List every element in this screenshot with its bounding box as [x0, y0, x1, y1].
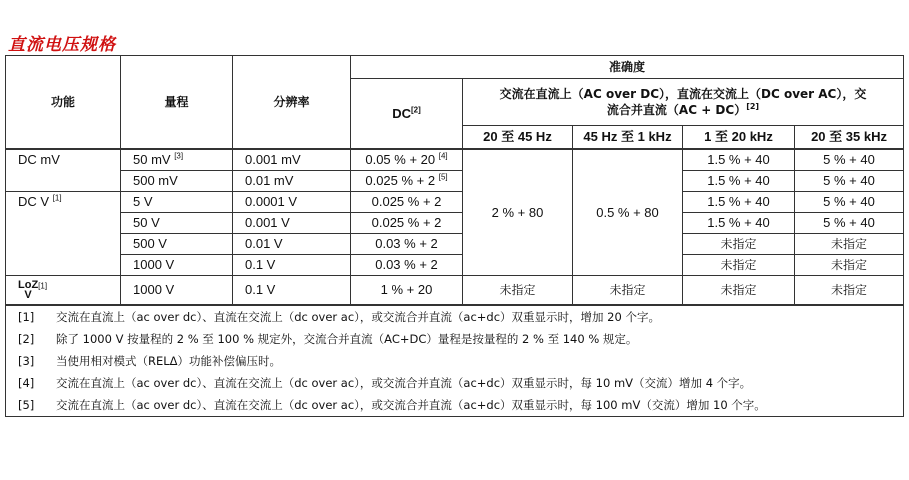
resolution-cell: 0.0001 V: [233, 192, 351, 213]
table-row: [6, 192, 904, 213]
band-4-cell: 5 % + 40: [795, 171, 904, 192]
header-band-3: 1 至 20 kHz: [683, 126, 795, 150]
function-dc-v: DC V [1]: [6, 192, 121, 276]
band-3-cell: 未指定: [683, 276, 795, 306]
note-row: [6, 350, 904, 372]
table-row: [6, 149, 904, 171]
dc-cell: 0.025 % + 2: [351, 192, 463, 213]
header-dc: DC[2]: [351, 79, 463, 150]
band-3-cell: 1.5 % + 40: [683, 171, 795, 192]
band-3-cell: 1.5 % + 40: [683, 149, 795, 171]
header-ac-group: 交流在直流上（AC over DC），直流在交流上（DC over AC），交 流合并直流（AC + DC）[2]: [463, 79, 904, 126]
dc-cell: 1 % + 20: [351, 276, 463, 306]
band-3-cell: 未指定: [683, 234, 795, 255]
resolution-cell: 0.001 V: [233, 213, 351, 234]
band-3-cell: 1.5 % + 40: [683, 192, 795, 213]
dc-voltage-spec-table: [5, 55, 904, 417]
band-4-cell: 5 % + 40: [795, 149, 904, 171]
function-loz-v: LoZ V[1]: [6, 276, 121, 306]
header-accuracy: 准确度: [351, 56, 904, 79]
note-1: [1] 交流在直流上（ac over dc）、直流在交流上（dc over ac），或交流合并直流（ac+dc）双重显示时，增加 20 个字。: [6, 305, 904, 328]
function-dc-mv: DC mV: [6, 149, 121, 192]
note-row: [6, 394, 904, 417]
resolution-cell: 0.01 V: [233, 234, 351, 255]
header-resolution: 分辨率: [233, 56, 351, 150]
table-row: [6, 213, 904, 234]
range-cell: 1000 V: [121, 255, 233, 276]
note-3: [3] 当使用相对模式（RELΔ）功能补偿偏压时。: [6, 350, 904, 372]
note-2: [2] 除了 1000 V 按量程的 2 % 至 100 % 规定外，交流合并直流（AC+DC）量程是按量程的 2 % 至 140 % 规定。: [6, 328, 904, 350]
band-4-cell: 未指定: [795, 234, 904, 255]
dc-cell: 0.025 % + 2: [351, 213, 463, 234]
note-4: [4] 交流在直流上（ac over dc）、直流在交流上（dc over ac），或交流合并直流（ac+dc）双重显示时，每 10 mV（交流）增加 4 个字。: [6, 372, 904, 394]
band-3-cell: 未指定: [683, 255, 795, 276]
resolution-cell: 0.1 V: [233, 255, 351, 276]
band-3-cell: 1.5 % + 40: [683, 213, 795, 234]
note-row: [6, 305, 904, 328]
resolution-cell: 0.1 V: [233, 276, 351, 306]
band-4-cell: 未指定: [795, 255, 904, 276]
resolution-cell: 0.001 mV: [233, 149, 351, 171]
table-row-loz: [6, 276, 904, 306]
table-row: [6, 255, 904, 276]
header-band-1: 20 至 45 Hz: [463, 126, 573, 150]
merged-band-1: 2 % + 80: [463, 149, 573, 276]
resolution-cell: 0.01 mV: [233, 171, 351, 192]
header-range: 量程: [121, 56, 233, 150]
note-row: [6, 328, 904, 350]
band-1-cell: 未指定: [463, 276, 573, 306]
note-5: [5] 交流在直流上（ac over dc）、直流在交流上（dc over ac），或交流合并直流（ac+dc）双重显示时，每 100 mV（交流）增加 10 个字。: [6, 394, 904, 417]
header-band-2: 45 Hz 至 1 kHz: [573, 126, 683, 150]
band-4-cell: 5 % + 40: [795, 213, 904, 234]
range-cell: 500 mV: [121, 171, 233, 192]
table-row: [6, 234, 904, 255]
range-cell: 500 V: [121, 234, 233, 255]
table-row: [6, 171, 904, 192]
page-title: 直流电压规格: [8, 35, 116, 55]
range-cell: 50 V: [121, 213, 233, 234]
dc-cell: 0.03 % + 2: [351, 234, 463, 255]
header-function: 功能: [6, 56, 121, 150]
note-row: [6, 372, 904, 394]
merged-band-2: 0.5 % + 80: [573, 149, 683, 276]
range-cell: 1000 V: [121, 276, 233, 306]
band-4-cell: 5 % + 40: [795, 192, 904, 213]
header-band-4: 20 至 35 kHz: [795, 126, 904, 150]
dc-cell: 0.025 % + 2 [5]: [351, 171, 463, 192]
band-2-cell: 未指定: [573, 276, 683, 306]
band-4-cell: 未指定: [795, 276, 904, 306]
dc-cell: 0.03 % + 2: [351, 255, 463, 276]
range-cell: 50 mV [3]: [121, 149, 233, 171]
range-cell: 5 V: [121, 192, 233, 213]
dc-cell: 0.05 % + 20 [4]: [351, 149, 463, 171]
